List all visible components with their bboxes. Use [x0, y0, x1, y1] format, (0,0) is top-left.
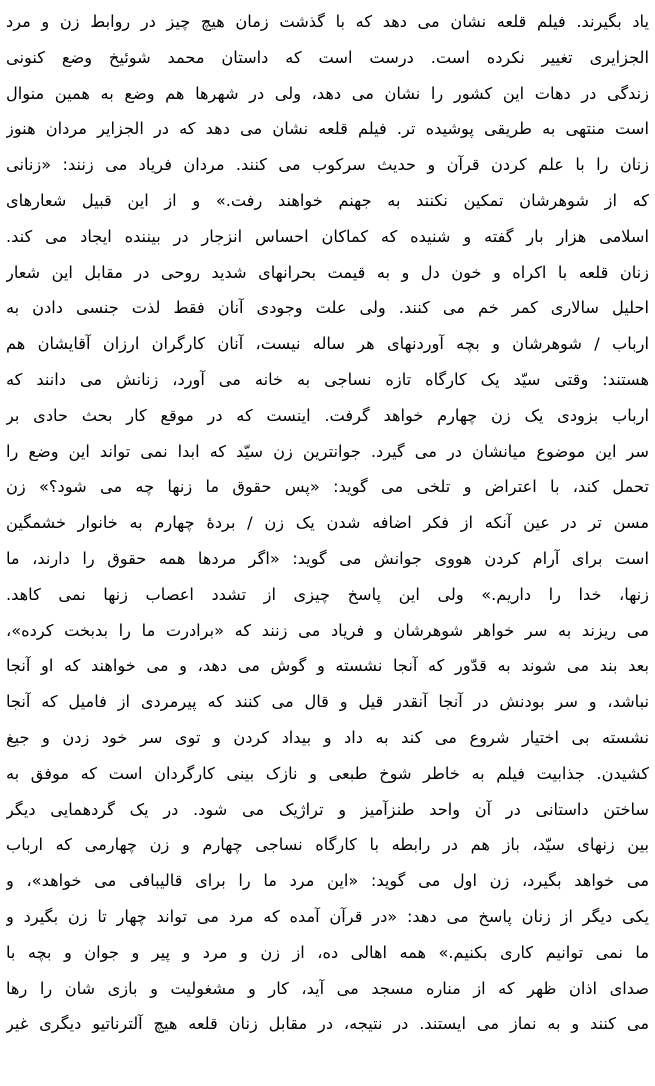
- text-line-23: ساختن داستانی در آن واحد طنزآمیز و تراژیک می شود. در یک گردهمایی دیگر: [6, 799, 649, 819]
- text-line-11: هستند: وقتی سیّد یک کارگاه تازه نساجی به خانه می آورد، زنانش می دانند که: [6, 369, 649, 389]
- text-line-21: نشسته بی اختیار شروع می کند به داد و بیداد کردن و توی سر خود زدن و جیغ: [6, 727, 649, 747]
- text-line-13: سر این موضوع میانشان در می گیرد. جوانترین زن سیّد که ابدا نمی تواند این وضع را: [6, 441, 649, 461]
- text-line-18: می ریزند به سر خواهر شوهرشان و فریاد می زنند که «برادرت ما را بدبخت کرده»،: [6, 620, 649, 640]
- text-line-4: است منتهی به طریقی پوشیده تر. فیلم قلعه نشان می دهد که در الجزایر مردان هنوز: [6, 119, 649, 139]
- text-line-10: ارباب / شوهرشان و بچه آوردنهای هر ساله نیست، آنان کارگران ارزان آقایشان هم: [6, 334, 649, 354]
- text-line-2: الجزایری تغییر نکرده است. درست است که داستان محمد شوئیخ وضع کنونی: [6, 47, 649, 67]
- text-line-15: مسن تر در عین آنکه از فکر اضافه شدن یک زن / بردهٔ چهارم به خانوار خشمگین: [6, 513, 649, 533]
- text-line-26: یکی دیگر از زنان پاسخ می دهد: «در قرآن آمده که مرد می تواند چهار تا زن بگیرد و: [6, 906, 649, 926]
- text-line-3: زندگی در دهات این کشور را نشان می دهد، ولی در شهرها هم وضع به همین منوال: [6, 83, 649, 103]
- text-line-28: صدای اذان ظهر که از مناره مسجد می آید، کار و مشغولیت و بازی شان را رها: [6, 978, 649, 998]
- text-line-17: زنها، خدا را داریم.» ولی این پاسخ چیزی از تشدد اعصاب زنها نمی کاهد.: [6, 584, 649, 604]
- text-line-19: بعد بند می شوند به قدّور که آنجا نشسته و گوش می دهد، و می خواهند که او آنجا: [6, 656, 649, 676]
- text-line-9: احلیل سالاری کمر خم می کنند. ولی علت وجودی آنان فقط لذت جنسی دادن به: [6, 298, 649, 318]
- text-line-20: نباشد، و سر بودنش در آنجا آنقدر قیل و قال می کنند که پیرمردی از فامیل که آنجا: [6, 692, 649, 712]
- text-line-5: زنان را با علم کردن قرآن و حدیث سرکوب می کنند. مردان فریاد می زنند: «زنانی: [6, 155, 649, 175]
- text-line-25: می خواهد بگیرد، زن اول می گوید: «این مرد ما را برای قالیبافی می خواهد»، و: [6, 871, 649, 891]
- text-line-7: اسلامی هزار بار گفته و شنیده که کماکان احساس انزجار در بیننده ایجاد می کند.: [6, 226, 649, 246]
- text-line-22: کشیدن. جذابیت فیلم به خاطر شوخ طبعی و نازک بینی کارگردان است که موفق به: [6, 763, 649, 783]
- text-line-16: است برای آرام کردن هووی جوانش می گوید: «اگر مردها همه حقوق را دارند، ما: [6, 548, 649, 568]
- text-line-24: بین زنهای سیّد، باز هم در رابطه با کارگاه نساجی چهارم و زن چهارمی که ارباب: [6, 835, 649, 855]
- text-line-8: زنان قلعه با اکراه و خون دل و به قیمت بحرانهای شدید روحی در مقابل این شعار: [6, 262, 649, 282]
- text-line-29: می کنند و به نماز می ایستند. در نتیجه، در مقابل زنان قلعه هیچ آلترناتیو دیگری غیر: [6, 1014, 649, 1034]
- text-line-6: که از شوهرشان تمکین نکنند به جهنم خواهند رفت.» و از این قبیل شعارهای: [6, 190, 649, 210]
- text-line-14: تحمل کند، با اعتراض و تلخی می گوید: «پس حقوق ما زنها چه می شود؟» زن: [6, 477, 649, 497]
- text-line-1: یاد بگیرند. فیلم قلعه نشان می دهد که با گذشت زمان هیچ چیز در روابط زن و مرد: [6, 12, 649, 31]
- text-line-27: ما نمی توانیم کاری بکنیم.» همه اهالی ده، از زن و مرد و پیر و جوان و بچه با: [6, 942, 649, 962]
- text-line-12: ارباب بزودی یک زن چهارم خواهد گرفت. اینست که در موقع کار بحث حادی بر: [6, 405, 649, 425]
- body-text: [6, 4, 649, 1042]
